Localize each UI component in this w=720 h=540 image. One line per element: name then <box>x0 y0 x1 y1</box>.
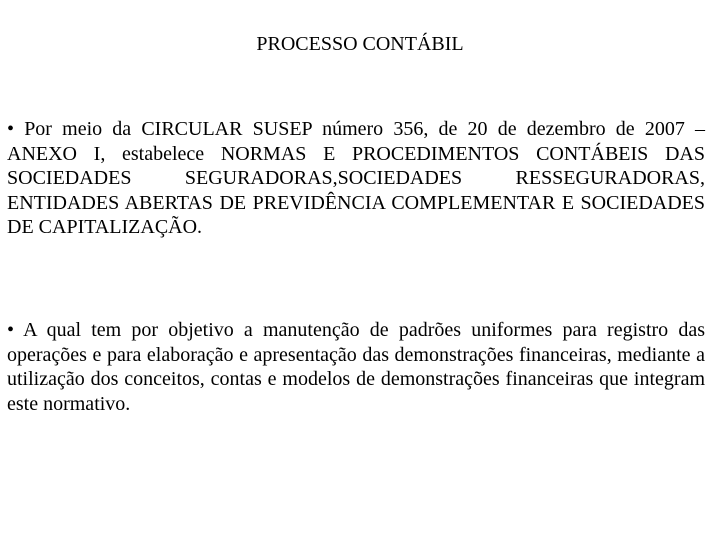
bullet-icon: • <box>7 118 15 140</box>
page-title: PROCESSO CONTÁBIL <box>256 33 464 55</box>
bullet-paragraph-objective <box>7 318 705 416</box>
bullet-paragraph-circular <box>7 117 705 240</box>
bullet-icon: • <box>7 319 15 341</box>
paragraph-text: A qual tem por objetivo a manutenção de padrões uniformes para registro das operações e para elaboração e apresentação das demonstrações financeiras, mediante a utilização dos conceitos, contas e modelos de demonstrações financeiras que integram este normativo. <box>7 319 705 415</box>
paragraph-text: Por meio da CIRCULAR SUSEP número 356, de 20 de dezembro de 2007 – ANEXO I, estabelece NORMAS E PROCEDIMENTOS CONTÁBEIS DAS SOCIEDADES SEGURADORAS,SOCIEDADES RESSEGURADORAS, ENTIDADES ABERTAS DE PREVIDÊNCIA COMPLEMENTAR E SOCIEDADES DE CAPITALIZAÇÃO. <box>7 118 705 238</box>
